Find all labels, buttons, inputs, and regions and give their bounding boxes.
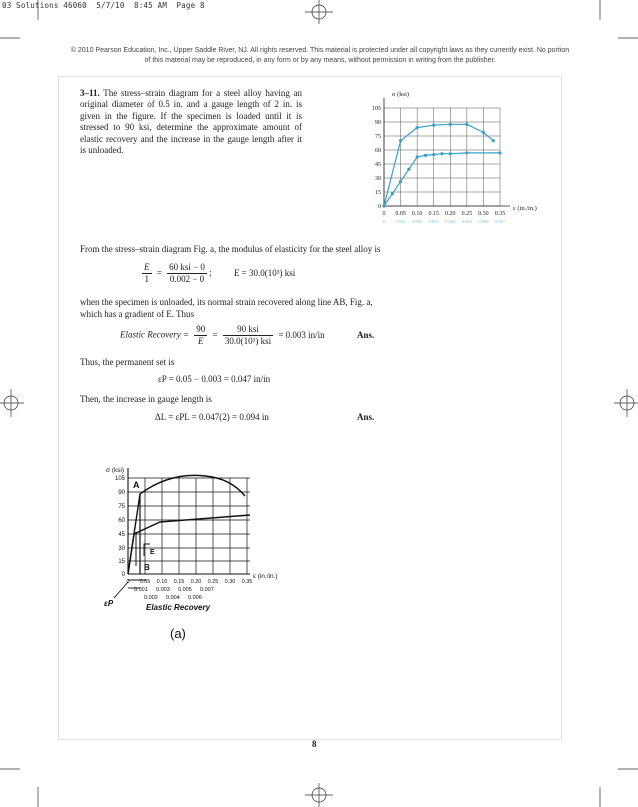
- series-lower-point: [382, 204, 385, 207]
- fig-a-y-tick: 30: [118, 546, 125, 552]
- equation-permanent-set: εP = 0.05 − 0.003 = 0.047 in/in: [158, 374, 271, 384]
- x-tick-label-secondary: 0: [382, 219, 386, 224]
- y-tick-label: 105: [372, 106, 381, 112]
- x-tick-label: 0.20: [445, 211, 456, 217]
- fig-a-x-tick-lower: 0.007: [200, 587, 214, 593]
- series-lower-point: [399, 180, 402, 183]
- x-tick-label-secondary: 0.006: [478, 219, 489, 224]
- fig-a-y-tick: 105: [114, 476, 125, 482]
- eq1-rhs-num: 60 ksi − 0: [169, 262, 205, 272]
- y-tick-label: 15: [375, 190, 381, 196]
- series-lower-point: [440, 152, 443, 155]
- fig-a-xlabel: ε (in./in.): [253, 573, 278, 580]
- x-tick-label: 0.30: [478, 211, 489, 217]
- fig-a-x-tick: 0.25: [207, 579, 219, 585]
- fig-a-x-tick-lower: 0.005: [178, 587, 192, 593]
- fig-a-y-tick: 45: [118, 532, 125, 538]
- eq2-result: = 0.003 in/in: [278, 329, 325, 340]
- stress-strain-chart: [356, 86, 562, 236]
- series-upper-point: [432, 124, 435, 127]
- slug-line: 03 Solutions 46060 5/7/10 8:45 AM Page 8: [2, 1, 205, 10]
- fig-a-label-eP: εP: [104, 599, 114, 608]
- fig-a-y-tick: 90: [118, 490, 125, 496]
- y-tick-label: 0: [378, 204, 381, 210]
- series-lower-point: [416, 155, 419, 158]
- problem-text: The stress–strain diagram for a steel alloy having an original diameter of 0.5 in. and a gauge length of 2 in. is given in the figure. If the specimen is loaded until it is stressed to 90 ksi, determine the approximate amount of elastic recovery and the increase in the gauge length after it is unloaded.: [80, 88, 302, 156]
- equation-gauge-increase: ΔL = εPL = 0.047(2) = 0.094 in: [155, 412, 269, 422]
- equation-elastic-recovery: Elastic Recovery = $\frac{90}{E}$ = $\frac{\text{90 ksi}}{\text{30.0(10³) ksi}}$ = 0.003 in/in: [120, 324, 325, 346]
- problem-number: 3–11.: [80, 88, 100, 98]
- series-lower-point: [407, 168, 410, 171]
- x-tick-label: 0.05: [395, 211, 406, 217]
- equation-modulus: $\frac{E}{1}$ = $\frac{\text{60 ksi − 0}}{0.002 - 0}$ ; E = 30.0(10³) ksi: [144, 262, 296, 284]
- solution-line-1: From the stress–strain diagram Fig. a, the modulus of elasticity for the steel alloy is: [80, 244, 381, 254]
- fig-a-x-tick: 0: [126, 579, 130, 585]
- fig-a-caption: (a): [170, 626, 186, 641]
- series-upper-point: [416, 126, 419, 129]
- fig-a-x-tick: 0.35: [241, 579, 253, 585]
- fig-a-x-tick: 0.10: [156, 579, 168, 585]
- x-tick-label-secondary: 0.005: [461, 219, 472, 224]
- x-tick-label: 0.15: [428, 211, 439, 217]
- fig-a-x-tick-lower: 0.003: [156, 587, 170, 593]
- chart-ylabel: σ (ksi): [392, 91, 410, 98]
- fig-a-y-tick: 60: [118, 518, 125, 524]
- fig-a-label-A: A: [133, 480, 140, 490]
- solution-line-4: Thus, the permanent set is: [80, 357, 175, 367]
- eq2-f2-num: 90 ksi: [223, 324, 273, 336]
- series-upper-point: [449, 123, 452, 126]
- x-tick-label-secondary: 0.004: [445, 219, 456, 224]
- eq1-rhs-fraction: [167, 262, 207, 285]
- y-tick-label: 75: [375, 134, 381, 140]
- y-tick-label: 30: [375, 176, 381, 182]
- fig-a-x-tick-lower: 0.001: [134, 587, 148, 593]
- figure-a-sketch: [100, 462, 310, 646]
- eq1-lhs-fraction: [142, 262, 152, 285]
- y-tick-label: 60: [375, 148, 381, 154]
- copyright-notice: © 2010 Pearson Education, Inc., Upper Saddle River, NJ. All rights reserved. This material is protected under all copyright laws as they currently exist. No portion of this material may be reproduced, in any form or by any means, without permission in writing from the publisher.: [70, 47, 570, 64]
- x-tick-label: 0: [382, 211, 386, 217]
- series-upper-point: [482, 131, 485, 134]
- fig-a-y-tick: 75: [118, 504, 125, 510]
- x-tick-label-secondary: 0.003: [428, 219, 439, 224]
- fig-a-label-E: E: [150, 549, 155, 556]
- x-tick-label-secondary: 0.002: [412, 219, 423, 224]
- eq1-lhs-num: E: [144, 262, 150, 272]
- eq2-f1-num: 90: [196, 324, 206, 334]
- fig-a-x-tick-lower2: 0.002: [144, 595, 158, 601]
- y-tick-label: 45: [375, 162, 381, 168]
- x-tick-label: 0.25: [461, 211, 473, 217]
- solution-line-5: Then, the increase in gauge length is: [80, 394, 212, 404]
- x-tick-label-secondary: 0.001: [395, 219, 406, 224]
- series-upper-point: [492, 139, 495, 142]
- solution-line-3: which has a gradient of E. Thus: [80, 309, 195, 319]
- eq1-rhs-den: 0.002 − 0: [169, 274, 205, 284]
- x-tick-label: 0.10: [411, 211, 423, 217]
- series-upper-point: [465, 123, 468, 126]
- series-lower-point: [424, 154, 427, 157]
- fig-a-x-tick: 0.15: [173, 579, 185, 585]
- eq2-f1-den: E: [198, 336, 204, 346]
- eq2-fraction-1: [194, 324, 207, 347]
- series-lower-point: [432, 153, 435, 156]
- fig-a-x-tick: 0.20: [190, 579, 202, 585]
- answer-label-2: Ans.: [357, 412, 375, 422]
- fig-a-label-B: B: [144, 563, 150, 572]
- solution-line-2: when the specimen is unloaded, its normal strain recovered along line AB, Fig. a,: [80, 297, 373, 307]
- problem-statement: [80, 88, 302, 156]
- fig-a-x-tick: 0.30: [224, 579, 236, 585]
- eq2-fraction-2: [223, 324, 273, 347]
- series-lower-point: [465, 151, 468, 154]
- page-number: 8: [312, 739, 317, 749]
- fig-a-x-tick: 0.05: [139, 579, 151, 585]
- series-lower-point: [449, 152, 452, 155]
- fig-a-y-tick: 15: [118, 559, 125, 565]
- series-lower-point: [391, 192, 394, 195]
- eq2-f2-den: 30.0(10³) ksi: [224, 336, 272, 346]
- series-lower-line: [384, 153, 500, 206]
- x-tick-label: 0.35: [494, 211, 506, 217]
- fig-a-label-recovery: Elastic Recovery: [146, 603, 211, 612]
- chart-xlabel: ε (in./in.): [513, 205, 537, 212]
- fig-a-x-tick-lower2: 0.004: [166, 595, 180, 601]
- eq2-label: Elastic Recovery =: [120, 329, 190, 340]
- eq1-lhs-den: 1: [144, 274, 149, 284]
- series-lower-point: [498, 151, 501, 154]
- fig-a-x-tick-lower2: 0.006: [188, 595, 202, 601]
- answer-label-1: Ans.: [357, 330, 375, 340]
- fig-a-ylabel: σ (ksi): [106, 467, 125, 474]
- y-tick-label: 90: [375, 120, 381, 126]
- series-upper-point: [399, 139, 402, 142]
- x-tick-label-secondary: 0.007: [494, 219, 506, 224]
- eq1-result: E = 30.0(10³) ksi: [233, 267, 296, 278]
- fig-a-y-tick: 0: [121, 572, 125, 578]
